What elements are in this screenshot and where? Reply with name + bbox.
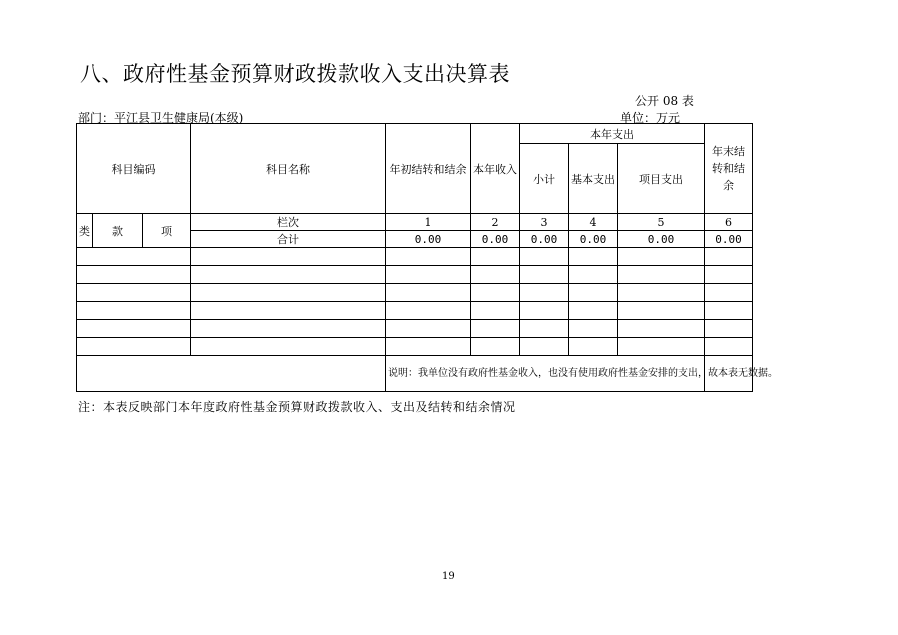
department-label: 部门：平江县卫生健康局(本级) xyxy=(78,111,244,125)
header-subject-code: 科目编码 xyxy=(77,124,191,214)
column-index-6: 6 xyxy=(705,214,753,231)
total-label: 合计 xyxy=(191,231,386,248)
header-current-expense: 本年支出 xyxy=(520,124,705,144)
table-row xyxy=(77,338,753,356)
total-closing-balance: 0.00 xyxy=(705,231,753,248)
note-text: 说明：我单位没有政府性基金收入，也没有使用政府性基金安排的支出，故本表无数据。 xyxy=(386,356,705,392)
column-index-2: 2 xyxy=(471,214,520,231)
header-closing-balance: 年末结转和结余 xyxy=(705,124,753,214)
header-row-1 xyxy=(77,124,753,144)
header-category: 类 xyxy=(77,214,93,248)
unit-label: 单位：万元 xyxy=(620,111,681,125)
header-subject-name: 科目名称 xyxy=(191,124,386,214)
column-index-5: 5 xyxy=(618,214,705,231)
column-index-row xyxy=(77,214,753,231)
header-section: 款 xyxy=(93,214,143,248)
total-current-income: 0.00 xyxy=(471,231,520,248)
column-index-1: 1 xyxy=(386,214,471,231)
page-number: 19 xyxy=(442,571,455,582)
header-project-expense: 项目支出 xyxy=(618,144,705,214)
total-project-expense: 0.00 xyxy=(618,231,705,248)
footnote: 注：本表反映部门本年度政府性基金预算财政拨款收入、支出及结转和结余情况 xyxy=(78,400,516,414)
table-row xyxy=(77,302,753,320)
header-subtotal: 小计 xyxy=(520,144,569,214)
total-basic-expense: 0.00 xyxy=(569,231,618,248)
header-basic-expense: 基本支出 xyxy=(569,144,618,214)
header-opening-balance: 年初结转和结余 xyxy=(386,124,471,214)
header-current-income: 本年收入 xyxy=(471,124,520,214)
page-title: 八、政府性基金预算财政拨款收入支出决算表 xyxy=(80,62,510,86)
note-row xyxy=(77,356,753,392)
table-row xyxy=(77,248,753,266)
table-row xyxy=(77,320,753,338)
column-index-3: 3 xyxy=(520,214,569,231)
column-index-label: 栏次 xyxy=(191,214,386,231)
form-number: 公开 08 表 xyxy=(635,94,694,108)
fund-budget-table xyxy=(76,123,779,392)
column-index-4: 4 xyxy=(569,214,618,231)
total-subtotal: 0.00 xyxy=(520,231,569,248)
header-item: 项 xyxy=(143,214,191,248)
table-row xyxy=(77,284,753,302)
table-row xyxy=(77,266,753,284)
total-opening-balance: 0.00 xyxy=(386,231,471,248)
